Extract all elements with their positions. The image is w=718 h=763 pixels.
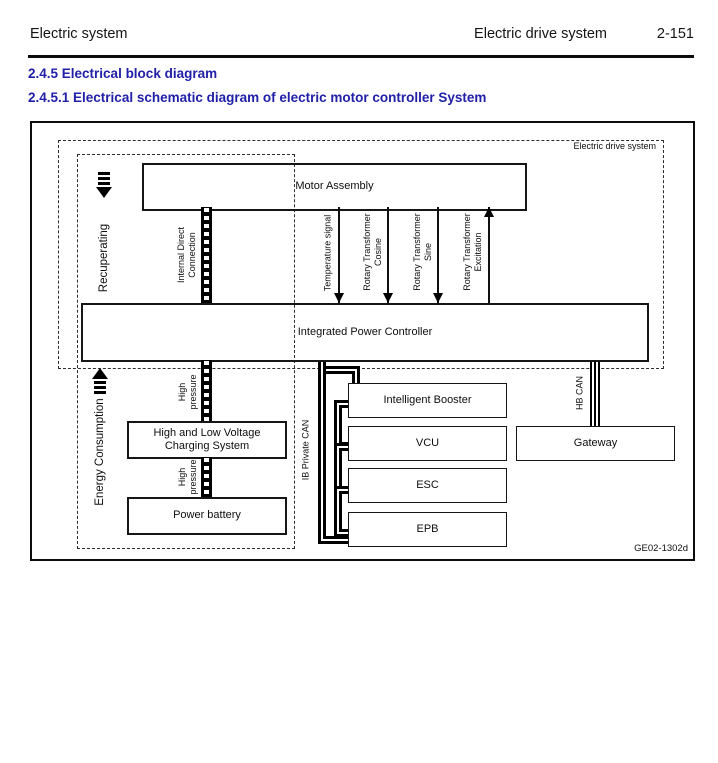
rotary-transformer-excitation-label: Rotary Transformer Excitation xyxy=(461,213,483,291)
energy-consumption-arrow-icon xyxy=(92,368,108,394)
charging-system-box xyxy=(127,421,287,459)
system-boundary-label: Electric drive system xyxy=(573,141,656,151)
subsection-heading: 2.4.5.1 Electrical schematic diagram of electric motor controller System xyxy=(28,90,487,105)
hb-can-bus xyxy=(590,362,600,426)
recuperating-arrow-icon xyxy=(96,172,112,198)
rotary-transformer-cosine-label: Rotary Transformer Cosine xyxy=(361,213,383,291)
integrated-power-controller-box xyxy=(81,303,649,362)
power-battery-box xyxy=(127,497,287,535)
rotary-transformer-sine-line xyxy=(437,207,439,303)
ib-private-can-label: IB Private CAN xyxy=(300,419,311,481)
integrated-power-controller-label: Integrated Power Controller xyxy=(297,325,433,338)
epb-label: EPB xyxy=(416,522,439,535)
charging-system-label-line2: Charging System xyxy=(164,440,250,452)
temperature-signal-line xyxy=(338,207,340,303)
motor-assembly-label: Motor Assembly xyxy=(295,180,374,193)
motor-assembly-box xyxy=(142,163,527,211)
rotary-transformer-excitation-arrowhead xyxy=(484,207,494,217)
vcu-box xyxy=(348,426,507,461)
esc-label: ESC xyxy=(416,478,439,491)
gateway-box xyxy=(516,426,675,461)
epb-box xyxy=(348,512,507,547)
high-pressure-label-lower: High pressure xyxy=(176,459,198,495)
high-pressure-label-upper: High pressure xyxy=(176,374,198,410)
esc-box xyxy=(348,468,507,503)
temperature-signal-arrowhead xyxy=(334,293,344,303)
internal-direct-connection-label: Internal Direct Connection xyxy=(175,226,197,284)
rotary-transformer-cosine-arrowhead xyxy=(383,293,393,303)
figure-code: GE02-1302d xyxy=(634,543,688,554)
power-battery-label: Power battery xyxy=(173,509,241,522)
energy-consumption-label: Energy Consumption xyxy=(93,398,106,506)
page-number: 2-151 xyxy=(656,26,694,42)
hb-can-label: HB CAN xyxy=(574,375,585,411)
rotary-transformer-sine-arrowhead xyxy=(433,293,443,303)
intelligent-booster-label: Intelligent Booster xyxy=(383,393,472,406)
internal-direct-connection-bus xyxy=(201,207,212,303)
rotary-transformer-cosine-line xyxy=(387,207,389,303)
header-left: Electric system xyxy=(30,26,128,42)
rotary-transformer-sine-label: Rotary Transformer Sine xyxy=(411,213,433,291)
high-pressure-bus-upper xyxy=(201,360,212,422)
high-pressure-bus-lower xyxy=(201,457,212,497)
vcu-label: VCU xyxy=(415,436,440,449)
header-rule xyxy=(28,55,694,58)
charging-system-label-line1: High and Low Voltage xyxy=(153,426,261,439)
intelligent-booster-box xyxy=(348,383,507,418)
gateway-label: Gateway xyxy=(573,436,618,449)
recuperating-label: Recuperating xyxy=(97,223,110,293)
temperature-signal-label: Temperature signal xyxy=(322,214,333,292)
header-right: Electric drive system xyxy=(474,26,607,42)
section-heading: 2.4.5 Electrical block diagram xyxy=(28,66,218,81)
rotary-transformer-excitation-line xyxy=(488,207,490,303)
